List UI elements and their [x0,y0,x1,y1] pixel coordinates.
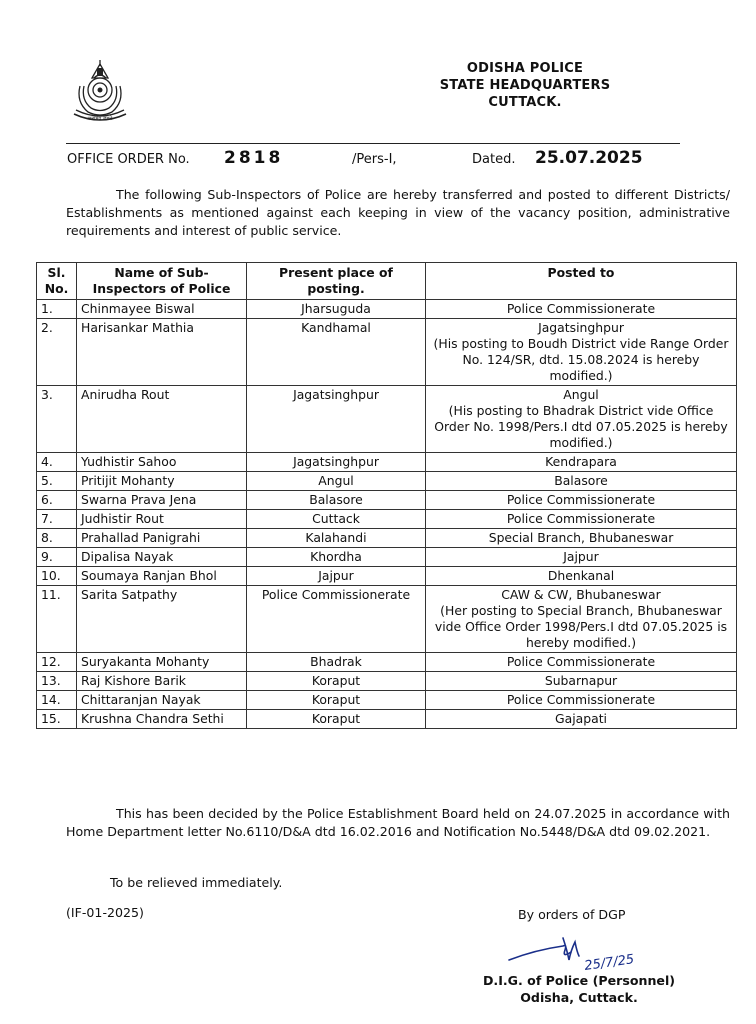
dated-label: Dated. [472,152,516,167]
row-name: Harisankar Mathia [77,319,247,386]
row-sl: 14. [37,691,77,710]
row-sl: 6. [37,491,77,510]
row-present-posting: Bhadrak [247,653,426,672]
signatory-location: Odisha, Cuttack. [520,990,638,1005]
row-present-posting: Kandhamal [247,319,426,386]
row-present-posting: Jagatsinghpur [247,453,426,472]
office-order-label: OFFICE ORDER No. [67,152,190,167]
row-sl: 2. [37,319,77,386]
row-posted-to [426,691,737,710]
row-name: Pritijit Mohanty [77,472,247,491]
row-name: Dipalisa Nayak [77,548,247,567]
table-row [37,529,737,548]
row-posted-to [426,653,737,672]
row-present-posting: Angul [247,472,426,491]
table-header-row [37,263,737,300]
header-sl: Sl. No. [37,263,77,300]
table-row [37,672,737,691]
row-sl: 15. [37,710,77,729]
row-name: Chinmayee Biswal [77,300,247,319]
row-name: Soumaya Ranjan Bhol [77,567,247,586]
table-row [37,472,737,491]
table-row [37,653,737,672]
table-row [37,567,737,586]
row-sl: 8. [37,529,77,548]
row-posted-to [426,453,737,472]
header-name: Name of Sub-Inspectors of Police [77,263,247,300]
row-posted-to [426,586,737,653]
office-order-section: /Pers-I, [352,152,397,167]
posted-to-place: Police Commissionerate [506,301,656,316]
table-row [37,710,737,729]
posted-to-place: Subarnapur [544,673,618,688]
row-name: Chittaranjan Nayak [77,691,247,710]
row-present-posting: Jagatsinghpur [247,386,426,453]
row-present-posting: Jajpur [247,567,426,586]
reference-code: (IF-01-2025) [66,905,144,920]
posted-to-place: Dhenkanal [547,568,615,583]
row-sl: 12. [37,653,77,672]
table-row [37,300,737,319]
signature-date: 25/7/25 [583,952,636,974]
posted-to-place: Kendrapara [545,454,617,469]
row-name: Raj Kishore Barik [77,672,247,691]
row-name: Sarita Satpathy [77,586,247,653]
header-line-2: STATE HEADQUARTERS [439,78,611,93]
posted-to-place: CAW & CW, Bhubaneswar [501,587,661,602]
row-posted-to [426,510,737,529]
relieved-text: To be relieved immediately. [110,875,283,890]
row-present-posting: Khordha [247,548,426,567]
header-divider [66,143,680,144]
table-row [37,453,737,472]
row-present-posting: Police Commissionerate [247,586,426,653]
row-present-posting: Koraput [247,691,426,710]
row-present-posting: Jharsuguda [247,300,426,319]
posted-to-place: Angul [563,387,599,402]
row-posted-to [426,386,737,453]
posted-to-place: Balasore [554,473,608,488]
row-sl: 9. [37,548,77,567]
table-row [37,491,737,510]
row-sl: 4. [37,453,77,472]
posted-to-place: Jagatsinghpur [538,320,624,335]
row-posted-to [426,491,737,510]
header-present: Present place of posting. [247,263,426,300]
signatory-block [474,972,684,1006]
row-name: Yudhistir Sahoo [77,453,247,472]
row-posted-to [426,710,737,729]
posting-modification-note: (Her posting to Special Branch, Bhubaneswar vide Office Order 1998/Pers.I dtd 07.05.2025 is hereby modified.) [434,603,728,650]
row-posted-to [426,472,737,491]
row-name: Suryakanta Mohanty [77,653,247,672]
table-row [37,548,737,567]
row-sl: 13. [37,672,77,691]
row-sl: 1. [37,300,77,319]
row-sl: 10. [37,567,77,586]
table-row [37,691,737,710]
row-sl: 7. [37,510,77,529]
row-present-posting: Koraput [247,710,426,729]
intro-paragraph: The following Sub-Inspectors of Police are hereby transferred and posted to different Districts/ Establishments as mentioned against each keeping in view of the vacancy position, administrative requirements and interest of public service. [66,187,730,238]
row-posted-to [426,548,737,567]
by-orders-text: By orders of DGP [518,907,626,922]
row-present-posting: Koraput [247,672,426,691]
odisha-police-emblem-icon [66,56,134,124]
row-posted-to [426,300,737,319]
table-row [37,510,737,529]
posting-modification-note: (His posting to Boudh District vide Range Order No. 124/SR, dtd. 15.08.2024 is hereby modified.) [433,336,729,383]
posting-modification-note: (His posting to Bhadrak District vide Office Order No. 1998/Pers.I dtd 07.05.2025 is hereby modified.) [434,403,728,450]
posted-to-place: Police Commissionerate [506,654,656,669]
row-posted-to [426,672,737,691]
table-row [37,386,737,453]
posted-to-place: Police Commissionerate [506,692,656,707]
table-row [37,586,737,653]
row-name: Krushna Chandra Sethi [77,710,247,729]
row-posted-to [426,319,737,386]
header-line-3: CUTTACK. [488,95,562,110]
posted-to-place: Gajapati [555,711,607,726]
row-present-posting: Cuttack [247,510,426,529]
row-posted-to [426,567,737,586]
row-sl: 3. [37,386,77,453]
row-name: Swarna Prava Jena [77,491,247,510]
posted-to-place: Special Branch, Bhubaneswar [488,530,674,545]
decision-paragraph: This has been decided by the Police Establishment Board held on 24.07.2025 in accordance with Home Department letter No.6110/D&A dtd 16.02.2016 and Notification No.5448/D&A dtd 09.02.2021. [66,806,730,839]
row-present-posting: Kalahandi [247,529,426,548]
table-row [37,319,737,386]
handwritten-signature-icon [505,930,655,978]
signatory-title: D.I.G. of Police (Personnel) [482,973,676,988]
row-sl: 11. [37,586,77,653]
emblem-motto: सत्यमेव जयते [87,116,113,122]
posted-to-place: Police Commissionerate [506,511,656,526]
office-order-number: 2818 [224,148,284,168]
row-name: Anirudha Rout [77,386,247,453]
header-line-1: ODISHA POLICE [466,61,584,76]
row-posted-to [426,529,737,548]
row-present-posting: Balasore [247,491,426,510]
row-name: Prahallad Panigrahi [77,529,247,548]
transfer-table [36,262,737,729]
order-date: 25.07.2025 [535,148,643,168]
row-name: Judhistir Rout [77,510,247,529]
posted-to-place: Jajpur [563,549,599,564]
office-header [430,60,620,111]
header-posted: Posted to [426,263,737,300]
posted-to-place: Police Commissionerate [506,492,656,507]
row-sl: 5. [37,472,77,491]
